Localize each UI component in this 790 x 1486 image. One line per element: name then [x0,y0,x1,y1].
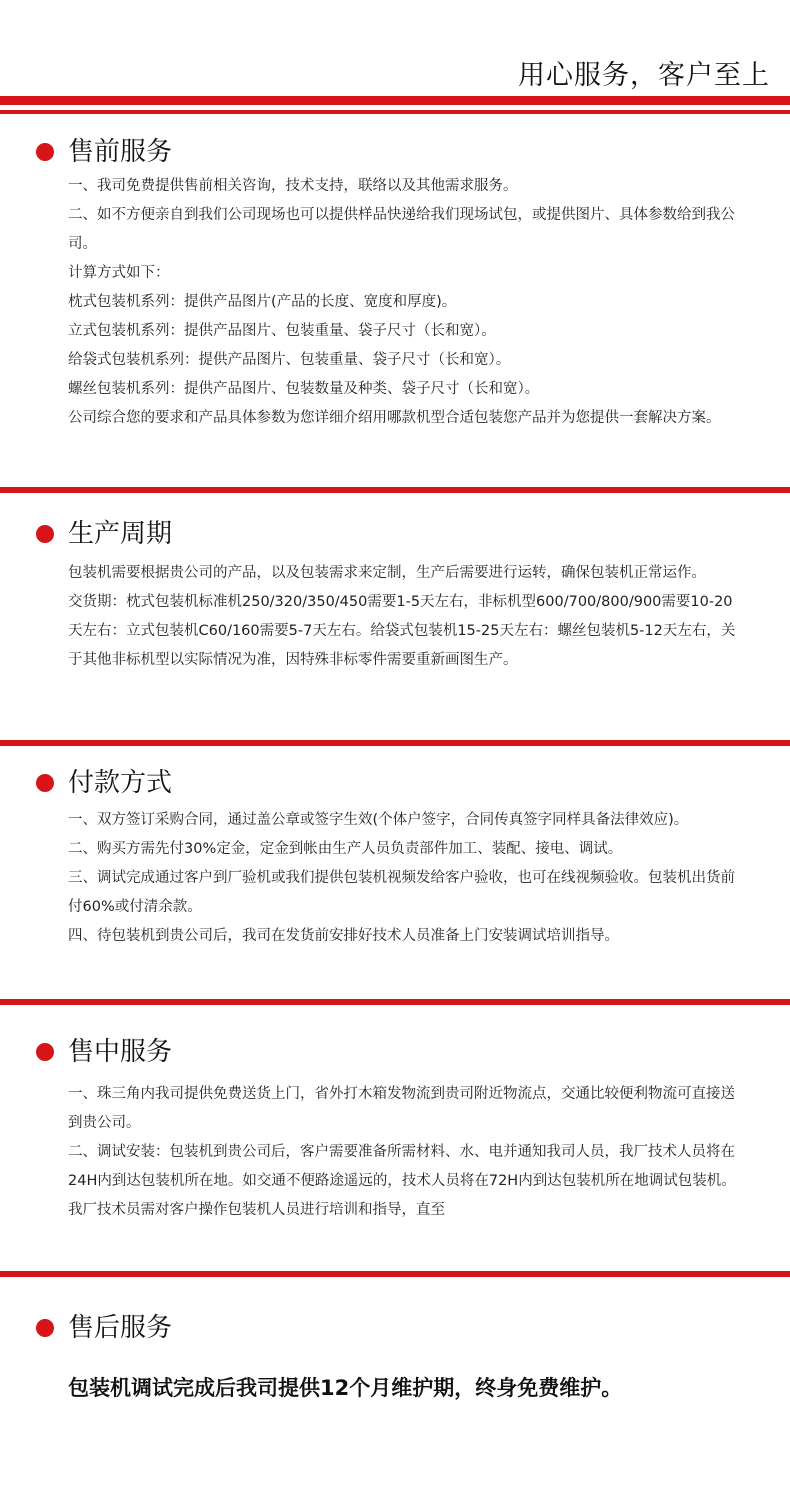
paragraph: 一、双方签订采购合同，通过盖公章或签字生效(个体户签字，合同传真签字同样具备法律效应)。 [68,812,689,828]
section-title: 售中服务 [68,1037,173,1067]
paragraph: 一、我司免费提供售前相关咨询，技术支持，联络以及其他需求服务。 [68,178,518,194]
paragraph: 立式包装机系列：提供产品图片、包装重量、袋子尺寸（长和宽）。 [68,323,496,339]
paragraph: 给袋式包装机系列：提供产品图片、包装重量、袋子尺寸（长和宽）。 [68,352,511,368]
section-title: 生产周期 [68,519,173,549]
header-divider-thin [0,110,790,114]
section-divider [0,740,790,746]
paragraph: 计算方式如下： [68,265,170,281]
paragraph: 一、珠三角内我司提供免费送货上门，省外打木箱发物流到贵司附近物流点，交通比较便利物流可直接送到贵公司。 [68,1086,735,1131]
bullet-dot-icon [36,525,54,543]
section-divider [0,999,790,1005]
highlight-text: 包装机调试完成后我司提供12个月维护期，终身免费维护。 [68,1376,623,1400]
slogan: 用心服务，客户至上 [518,60,770,91]
section-title: 售后服务 [68,1313,173,1343]
paragraph: 四、待包装机到贵公司后，我司在发货前安排好技术人员准备上门安装调试培训指导。 [68,928,619,944]
paragraph: 公司综合您的要求和产品具体参数为您详细介绍用哪款机型合适包装您产品并为您提供一套解决方案。 [68,410,721,426]
paragraph: 二、调试安装：包装机到贵公司后，客户需要准备所需材料、水、电并通知我司人员，我厂技术人员将在24H内到达包装机所在地。如交通不便路途遥远的，技术人员将在72H内到达包装机所在地调试包装机。我厂技术员需对客户操作包装机人员进行培训和指导，直至 [68,1144,736,1218]
paragraph: 交货期：枕式包装机标准机250/320/350/450需要1-5天左右，非标机型600/700/800/900需要10-20天左右：立式包装机C60/160需要5-7天左右。给袋式包装机15-25天左右：螺丝包装机5-12天左右，关于其他非标机型以实际情况为准，因特殊非标零件需要重新画图生产。 [68,594,736,668]
section-divider [0,1271,790,1277]
bullet-dot-icon [36,1319,54,1337]
section-title: 付款方式 [68,768,173,798]
section-title: 售前服务 [68,137,173,167]
bullet-dot-icon [36,1043,54,1061]
paragraph: 包装机需要根据贵公司的产品，以及包装需求来定制，生产后需要进行运转，确保包装机正常运作。 [68,565,706,581]
paragraph: 二、购买方需先付30%定金，定金到帐由生产人员负责部件加工、装配、接电、调试。 [68,841,623,857]
paragraph: 二、如不方便亲自到我们公司现场也可以提供样品快递给我们现场试包，或提供图片、具体参数给到我公司。 [68,207,735,252]
paragraph: 枕式包装机系列：提供产品图片(产品的长度、宽度和厚度)。 [68,294,457,310]
bullet-dot-icon [36,774,54,792]
header-divider-thick [0,96,790,105]
section-divider [0,487,790,493]
paragraph: 三、调试完成通过客户到厂验机或我们提供包装机视频发给客户验收，也可在线视频验收。包装机出货前付60%或付清余款。 [68,870,735,915]
bullet-dot-icon [36,143,54,161]
paragraph: 螺丝包装机系列：提供产品图片、包装数量及种类、袋子尺寸（长和宽）。 [68,381,540,397]
